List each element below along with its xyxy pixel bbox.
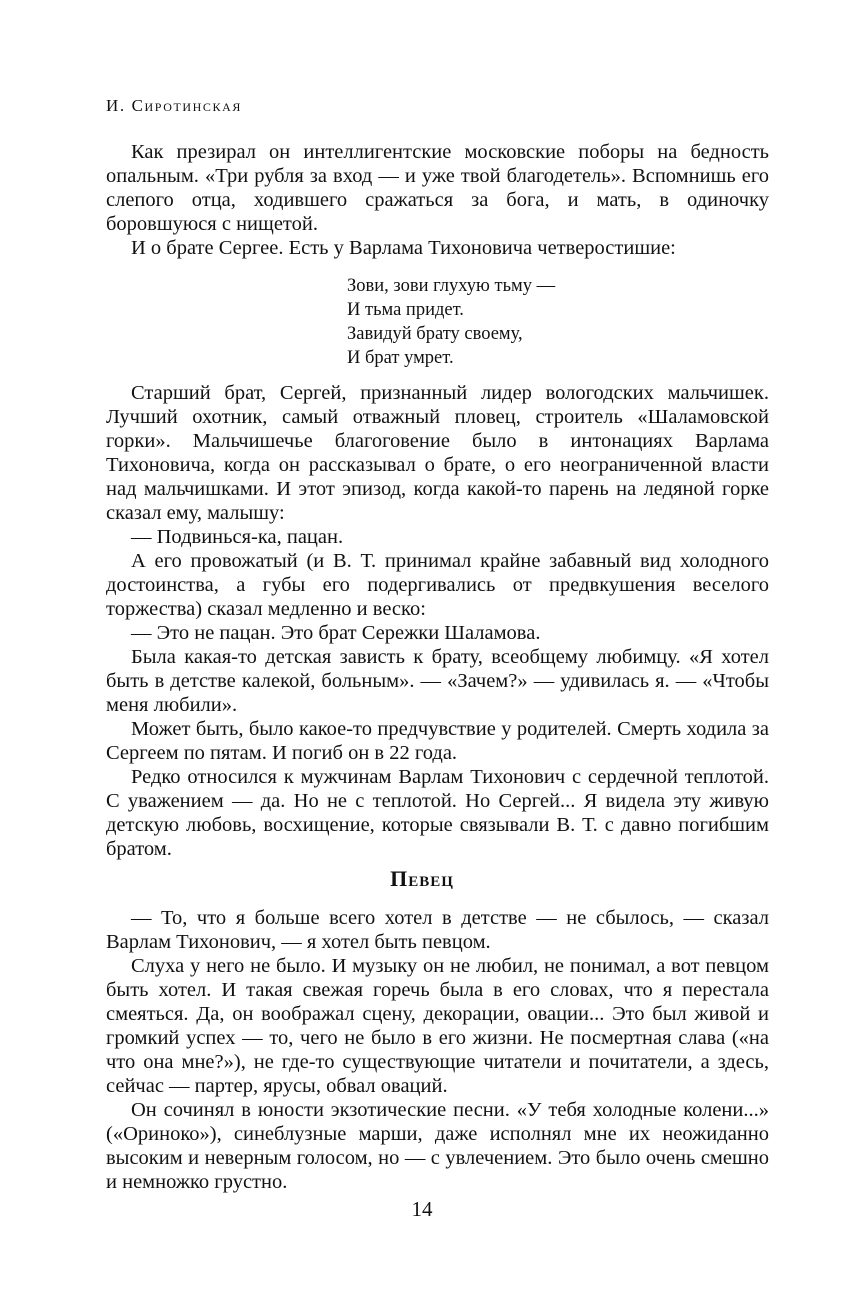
poem-line: Завидуй брату своему, <box>347 324 523 344</box>
poem-line: Зови, зови глухую тьму — <box>347 276 556 296</box>
paragraph: А его провожатый (и В. Т. принимал крайне забавный вид холодного достоинства, а губы его подергивались от предвкушения веселого торжества) сказал медленно и веско: <box>106 550 769 620</box>
running-head: И. Сиротинская <box>106 96 243 115</box>
paragraph: Была какая-то детская зависть к брату, всеобщему любимцу. «Я хотел быть в детстве калекой, больным». — «Зачем?» — удивилась я. — «Чтобы меня любили». <box>106 646 769 716</box>
poem-line: И тьма придет. <box>347 300 464 320</box>
paragraph: Старший брат, Сергей, признанный лидер вологодских мальчишек. Лучший охотник, самый отважный пловец, строитель «Шаламовской горки». Мальчишечье благоговение было в интонациях Варлама Тихоновича, когда он рассказывал о брате, о его неограниченной власти над мальчишками. И этот эпизод, когда какой-то парень на ледяной горке сказал ему, малышу: <box>106 382 769 524</box>
paragraph: — Это не пацан. Это брат Сережки Шаламова. <box>131 622 541 644</box>
poem-line: И брат умрет. <box>347 348 454 368</box>
section-title: Певец <box>390 866 454 891</box>
paragraph: И о брате Сергее. Есть у Варлама Тихоновича четверостишие: <box>131 237 676 259</box>
text-block-intro <box>106 140 769 260</box>
paragraph: Как презирал он интеллигентские московские поборы на бедность опальным. «Три рубля за вход — и уже твой благодетель». Вспомнишь его слепого отца, ходившего сражаться за бога, и мать, в одиночку боровшуюся с нищетой. <box>106 141 769 235</box>
paragraph: — То, что я больше всего хотел в детстве — не сбылось, — сказал Варлам Тихонович, — я хотел быть певцом. <box>106 907 769 953</box>
paragraph: Он сочинял в юности экзотические песни. «У тебя холодные колени...» («Ориноко»), синеблузные марши, даже исполнял мне их неожиданно высоким и неверным голосом, но — с увлечением. Это было очень смешно и немножко грустно. <box>106 1099 769 1193</box>
paragraph: Может быть, было какое-то предчувствие у родителей. Смерть ходила за Сергеем по пятам. И погиб он в 22 года. <box>106 718 769 764</box>
paragraph: — Подвинься-ка, пацан. <box>131 526 344 548</box>
poem-quatrain <box>347 274 555 370</box>
page-number: 14 <box>411 1197 433 1221</box>
paragraph: Слуха у него не было. И музыку он не любил, не понимал, а вот певцом быть хотел. И такая свежая горечь была в его словах, что я перестала смеяться. Да, он воображал сцену, декорации, овации... Это был живой и громкий успех — то, чего не было в его жизни. Не посмертная слава («на что она мне?»), не где-то существующие читатели и почитатели, а здесь, сейчас — партер, ярусы, обвал оваций. <box>106 955 769 1097</box>
text-block-singer <box>106 906 769 1194</box>
text-block-brother <box>106 381 769 861</box>
paragraph: Редко относился к мужчинам Варлам Тихонович с сердечной теплотой. С уважением — да. Но не с теплотой. Но Сергей... Я видела эту живую детскую любовь, восхищение, которые связывали В. Т. с давно погибшим братом. <box>106 766 769 860</box>
